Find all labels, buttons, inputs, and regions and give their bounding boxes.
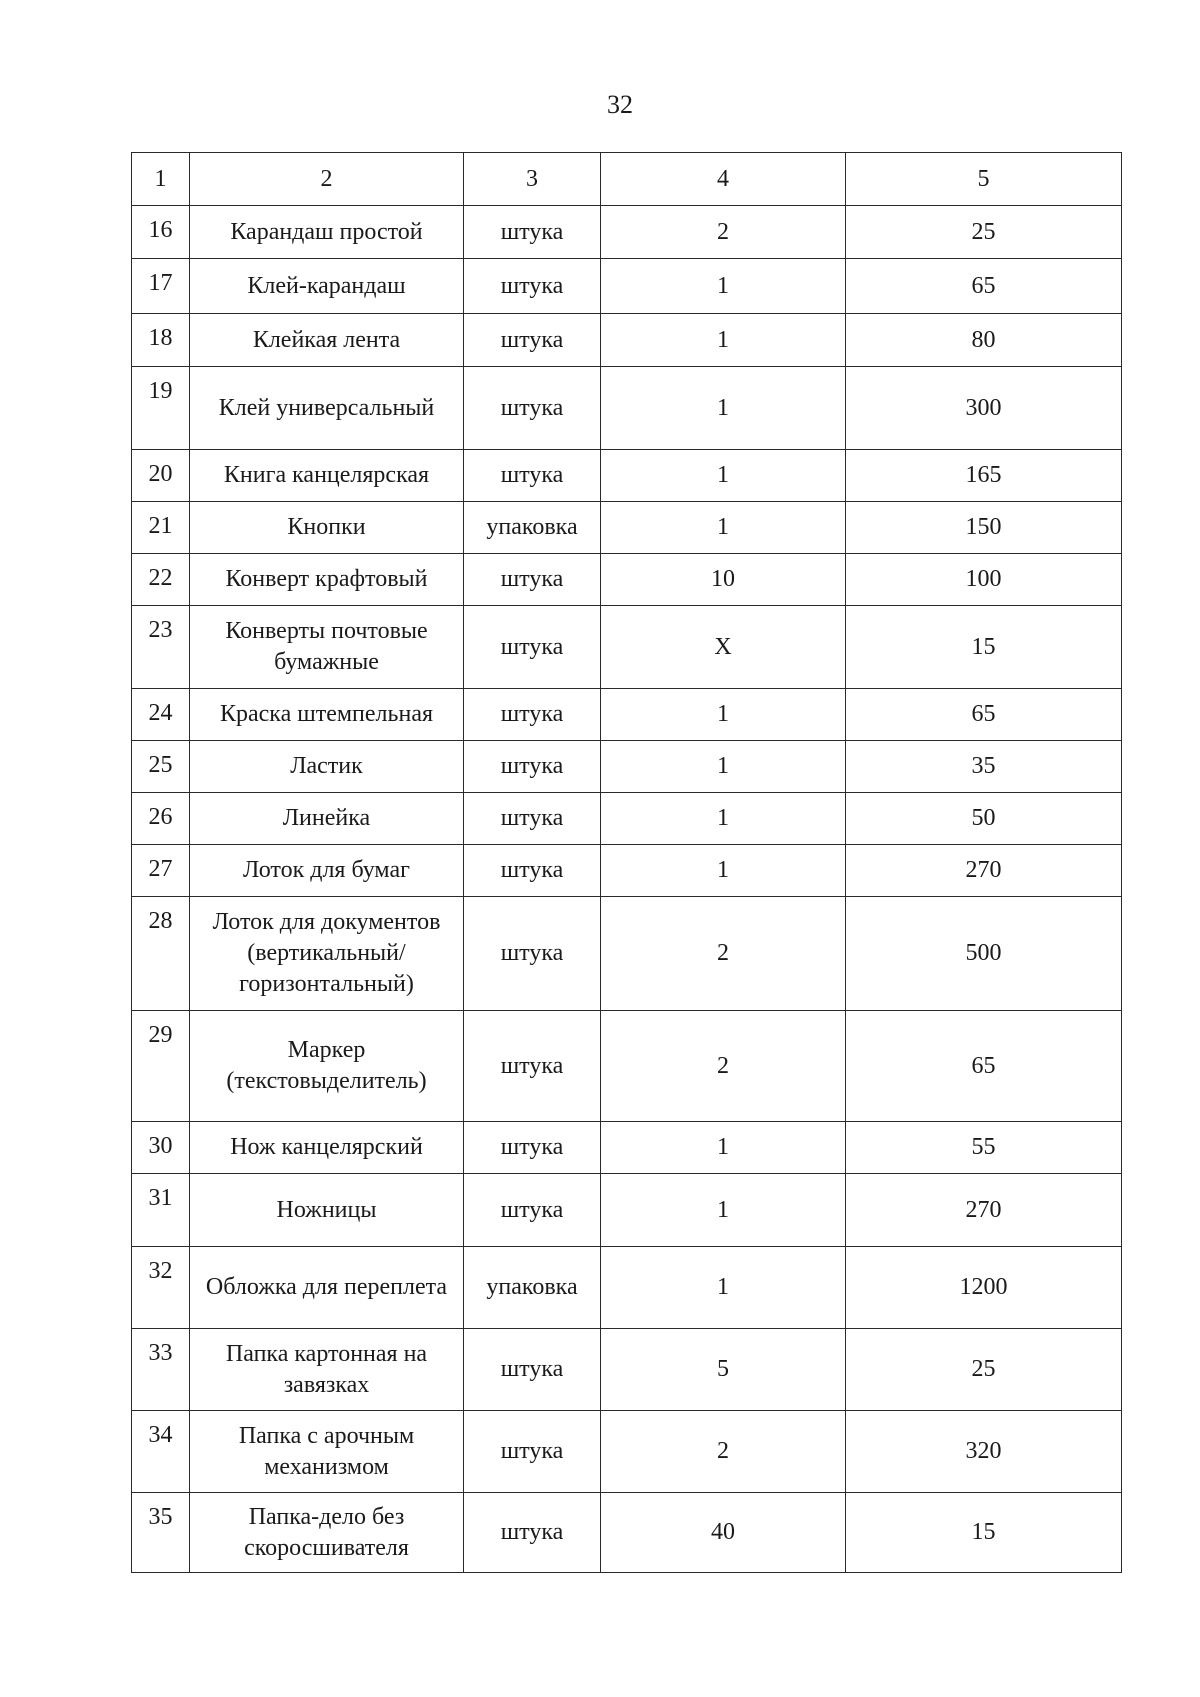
quantity-cell: 1 [601, 1174, 846, 1247]
table-row [132, 206, 1122, 259]
row-number-cell: 22 [132, 554, 190, 606]
item-name-cell: Лоток для бумаг [190, 845, 464, 897]
table-row [132, 1493, 1122, 1573]
quantity-cell: 1 [601, 1122, 846, 1174]
table-row [132, 1247, 1122, 1329]
price-cell: 320 [846, 1411, 1122, 1493]
row-number-cell: 30 [132, 1122, 190, 1174]
quantity-cell: 2 [601, 1411, 846, 1493]
header-cell-2: 2 [190, 153, 464, 206]
unit-cell: штука [464, 1329, 601, 1411]
quantity-cell: 2 [601, 206, 846, 259]
item-name-cell: Лоток для документов (вертикальный/ горизонтальный) [190, 897, 464, 1011]
unit-cell: штука [464, 1011, 601, 1122]
table-row [132, 314, 1122, 367]
row-number-cell: 25 [132, 741, 190, 793]
unit-cell: штука [464, 1122, 601, 1174]
table-row [132, 450, 1122, 502]
price-cell: 25 [846, 1329, 1122, 1411]
row-number-cell: 34 [132, 1411, 190, 1493]
table-row [132, 367, 1122, 450]
unit-cell: штука [464, 606, 601, 689]
row-number-cell: 23 [132, 606, 190, 689]
price-cell: 65 [846, 689, 1122, 741]
item-name-cell: Папка с арочным механизмом [190, 1411, 464, 1493]
quantity-cell: 1 [601, 314, 846, 367]
table-row [132, 1329, 1122, 1411]
row-number-cell: 26 [132, 793, 190, 845]
unit-cell: упаковка [464, 1247, 601, 1329]
unit-cell: штука [464, 741, 601, 793]
item-name-cell: Нож канцелярский [190, 1122, 464, 1174]
table-row [132, 689, 1122, 741]
table-row [132, 1122, 1122, 1174]
price-cell: 35 [846, 741, 1122, 793]
row-number-cell: 18 [132, 314, 190, 367]
quantity-cell: 1 [601, 259, 846, 314]
row-number-cell: 16 [132, 206, 190, 259]
price-cell: 500 [846, 897, 1122, 1011]
unit-cell: штука [464, 259, 601, 314]
price-cell: 1200 [846, 1247, 1122, 1329]
item-name-cell: Маркер (текстовыделитель) [190, 1011, 464, 1122]
table-row [132, 1411, 1122, 1493]
price-cell: 165 [846, 450, 1122, 502]
row-number-cell: 32 [132, 1247, 190, 1329]
item-name-cell: Кнопки [190, 502, 464, 554]
price-cell: 55 [846, 1122, 1122, 1174]
unit-cell: штука [464, 1174, 601, 1247]
row-number-cell: 29 [132, 1011, 190, 1122]
quantity-cell: 1 [601, 1247, 846, 1329]
item-name-cell: Краска штемпельная [190, 689, 464, 741]
quantity-cell: 1 [601, 845, 846, 897]
item-name-cell: Папка-дело без скоросшивателя [190, 1493, 464, 1573]
price-cell: 270 [846, 845, 1122, 897]
header-cell-5: 5 [846, 153, 1122, 206]
item-name-cell: Клей универсальный [190, 367, 464, 450]
price-cell: 150 [846, 502, 1122, 554]
quantity-cell: 1 [601, 689, 846, 741]
quantity-cell: 2 [601, 897, 846, 1011]
table-header-row [132, 153, 1122, 206]
header-cell-3: 3 [464, 153, 601, 206]
row-number-cell: 24 [132, 689, 190, 741]
unit-cell: штука [464, 367, 601, 450]
quantity-cell: 5 [601, 1329, 846, 1411]
item-name-cell: Карандаш простой [190, 206, 464, 259]
unit-cell: штука [464, 554, 601, 606]
price-cell: 15 [846, 1493, 1122, 1573]
table-row [132, 897, 1122, 1011]
table-row [132, 554, 1122, 606]
table-body [132, 153, 1122, 1573]
item-name-cell: Линейка [190, 793, 464, 845]
price-cell: 50 [846, 793, 1122, 845]
table-row [132, 793, 1122, 845]
unit-cell: штука [464, 314, 601, 367]
price-cell: 15 [846, 606, 1122, 689]
quantity-cell: 10 [601, 554, 846, 606]
unit-cell: штука [464, 793, 601, 845]
quantity-cell: 40 [601, 1493, 846, 1573]
table-row [132, 606, 1122, 689]
unit-cell: штука [464, 897, 601, 1011]
quantity-cell: 1 [601, 367, 846, 450]
table-row [132, 1011, 1122, 1122]
price-cell: 65 [846, 259, 1122, 314]
item-name-cell: Ножницы [190, 1174, 464, 1247]
supplies-table [131, 152, 1122, 1573]
item-name-cell: Книга канцелярская [190, 450, 464, 502]
page-number: 32 [607, 90, 633, 119]
row-number-cell: 21 [132, 502, 190, 554]
item-name-cell: Обложка для переплета [190, 1247, 464, 1329]
price-cell: 100 [846, 554, 1122, 606]
unit-cell: штука [464, 1493, 601, 1573]
table-row [132, 741, 1122, 793]
row-number-cell: 33 [132, 1329, 190, 1411]
table-row [132, 259, 1122, 314]
price-cell: 65 [846, 1011, 1122, 1122]
row-number-cell: 31 [132, 1174, 190, 1247]
unit-cell: упаковка [464, 502, 601, 554]
quantity-cell: X [601, 606, 846, 689]
item-name-cell: Клей-карандаш [190, 259, 464, 314]
table-row [132, 502, 1122, 554]
unit-cell: штука [464, 689, 601, 741]
price-cell: 25 [846, 206, 1122, 259]
item-name-cell: Конверты почтовые бумажные [190, 606, 464, 689]
item-name-cell: Конверт крафтовый [190, 554, 464, 606]
row-number-cell: 19 [132, 367, 190, 450]
unit-cell: штука [464, 450, 601, 502]
row-number-cell: 20 [132, 450, 190, 502]
unit-cell: штука [464, 206, 601, 259]
table-row [132, 1174, 1122, 1247]
price-cell: 80 [846, 314, 1122, 367]
quantity-cell: 1 [601, 793, 846, 845]
price-cell: 300 [846, 367, 1122, 450]
table-row [132, 845, 1122, 897]
quantity-cell: 2 [601, 1011, 846, 1122]
item-name-cell: Папка картонная на завязках [190, 1329, 464, 1411]
row-number-cell: 27 [132, 845, 190, 897]
row-number-cell: 17 [132, 259, 190, 314]
item-name-cell: Ластик [190, 741, 464, 793]
unit-cell: штука [464, 1411, 601, 1493]
price-cell: 270 [846, 1174, 1122, 1247]
quantity-cell: 1 [601, 741, 846, 793]
header-cell-1: 1 [132, 153, 190, 206]
header-cell-4: 4 [601, 153, 846, 206]
item-name-cell: Клейкая лента [190, 314, 464, 367]
unit-cell: штука [464, 845, 601, 897]
quantity-cell: 1 [601, 502, 846, 554]
row-number-cell: 28 [132, 897, 190, 1011]
quantity-cell: 1 [601, 450, 846, 502]
row-number-cell: 35 [132, 1493, 190, 1573]
